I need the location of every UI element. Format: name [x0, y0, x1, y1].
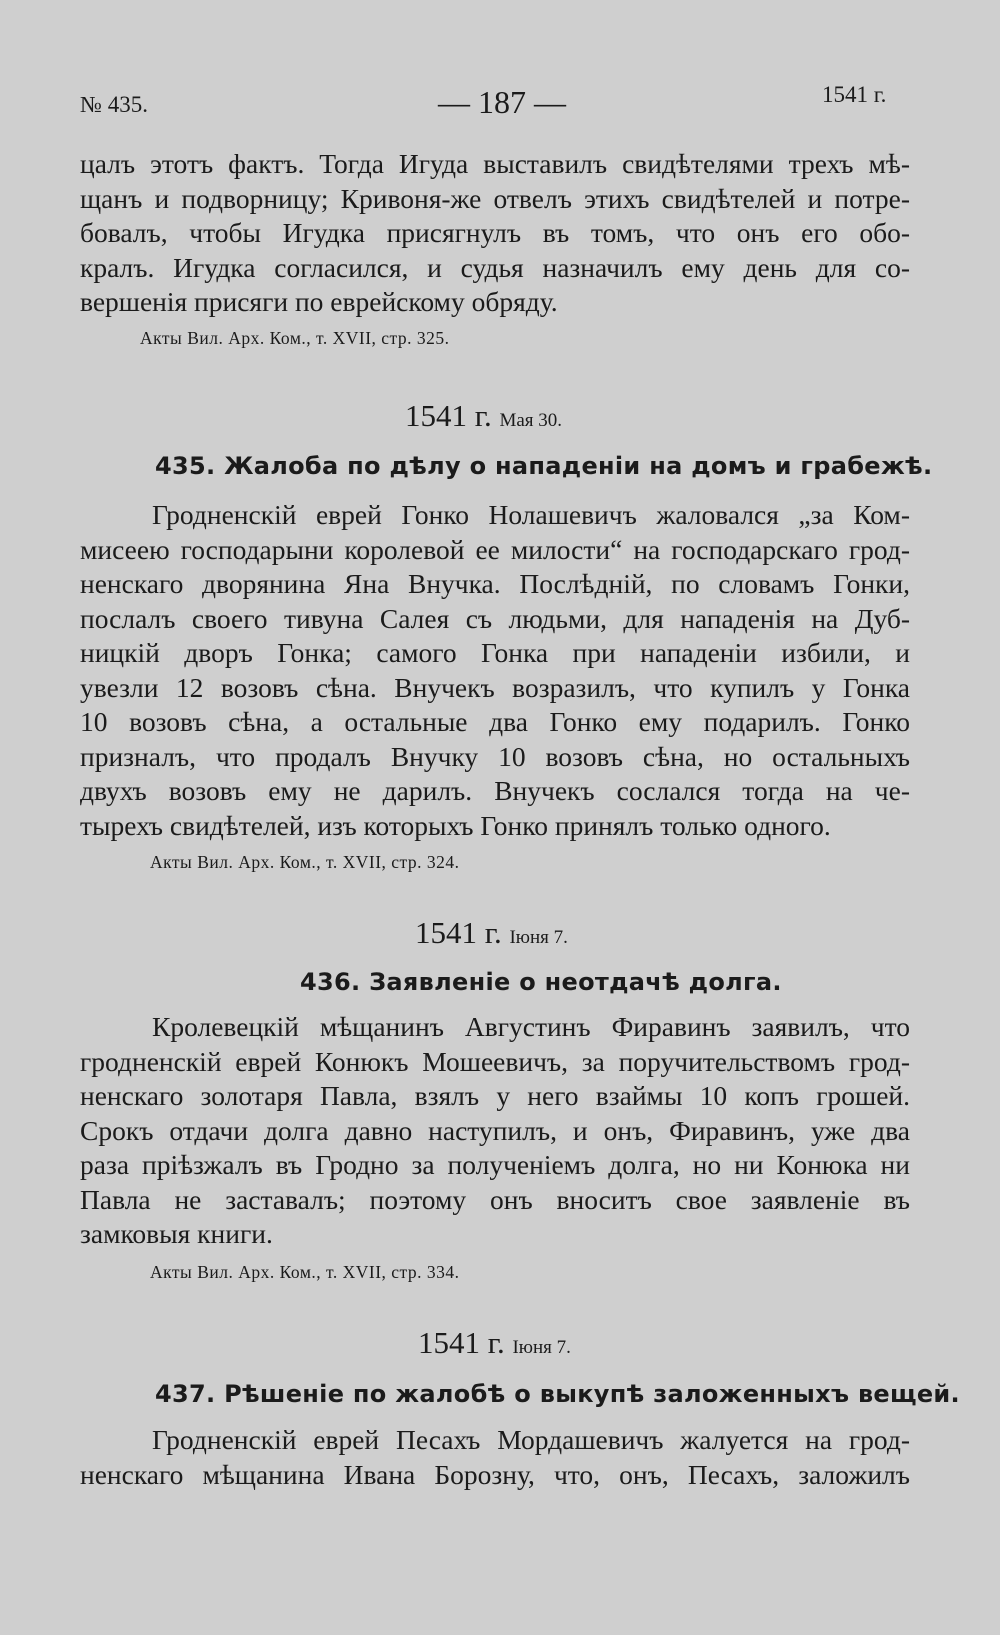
text-line: замковыя книги. [80, 1218, 273, 1249]
text-line: двухъ возовъ ему не дарилъ. Внучекъ сослался тогда на че- [80, 775, 910, 806]
text-line: Срокъ отдачи долга давно наступилъ, и онъ, Фиравинъ, уже два [80, 1114, 910, 1146]
source-citation: Акты Вил. Арх. Ком., т. XVII, стр. 334. [150, 1262, 460, 1282]
source-citation: Акты Вил. Арх. Ком., т. XVII, стр. 324. [150, 852, 460, 872]
header-page-number: — 187 — [438, 84, 566, 120]
text-line: мисеею господарыни королевой ее милости“ на господарскаго грод- [80, 533, 910, 565]
text-line: Кролевецкій мѣщанинъ Августинъ Фиравинъ заявилъ, что [152, 1011, 910, 1042]
text-line: Гродненскій еврей Гонко Нолашевичъ жаловался „за Ком- [152, 499, 910, 530]
text-line: тырехъ свидѣтелей, изъ которыхъ Гонко принялъ только одного. [80, 809, 831, 841]
entry-year: 1541 г. [415, 915, 502, 950]
header-year: 1541 г. [822, 82, 887, 107]
text-line: гродненскій еврей Конюкъ Мошеевичъ, за поручительствомъ грод- [80, 1045, 910, 1077]
entry-year: 1541 г. [418, 1325, 505, 1360]
text-line: щанъ и подворницу; Кривоня-же отвелъ этихъ свидѣтелей и потре- [80, 182, 910, 214]
entry-month: Іюня 7. [509, 927, 568, 948]
text-line: Гродненскій еврей Песахъ Мордашевичъ жалуется на грод- [152, 1424, 910, 1455]
entry-date [405, 398, 562, 434]
continuation-paragraph [80, 147, 910, 320]
source-citation: Акты Вил. Арх. Ком., т. XVII, стр. 325. [140, 328, 450, 348]
text-line: раза пріѣзжалъ въ Гродно за полученіемъ долга, но ни Конюка ни [80, 1149, 910, 1180]
text-line: призналъ, что продалъ Внучку 10 возовъ сѣна, но остальныхъ [80, 740, 910, 772]
entry-month: Іюня 7. [512, 1337, 571, 1358]
header-document-number: № 435. [80, 92, 148, 117]
text-line: ненскаго золотаря Павла, взялъ у него взаймы 10 копъ грошей. [80, 1080, 910, 1111]
entry-paragraph [80, 498, 910, 843]
text-line: 10 возовъ сѣна, а остальные два Гонко ему подарилъ. Гонко [80, 706, 910, 737]
entry-month: Мая 30. [499, 410, 563, 431]
entry-paragraph [80, 1010, 910, 1252]
entry-date [415, 915, 568, 951]
text-line: Павла не заставалъ; поэтому онъ вноситъ свое заявленіе въ [80, 1183, 910, 1215]
text-line: послалъ своего тивуна Салея съ людьми, для нападенія на Дуб- [80, 602, 910, 634]
entry-paragraph [80, 1423, 910, 1492]
entry-title: 437. Рѣшеніе по жалобѣ о выкупѣ заложенныхъ вещей. [155, 1380, 960, 1408]
text-line: ненскаго дворянина Яна Внучка. Послѣдній, по словамъ Гонки, [80, 568, 910, 599]
entry-title: 435. Жалоба по дѣлу о нападеніи на домъ и грабежѣ. [155, 452, 933, 480]
entry-date [418, 1325, 571, 1361]
entry-title: 436. Заявленіе о неотдачѣ долга. [300, 968, 782, 996]
text-line: кралъ. Игудка согласился, и судья назначилъ ему день для со- [80, 251, 910, 283]
text-line: бовалъ, чтобы Игудка присягнулъ въ томъ, что онъ его обо- [80, 217, 910, 248]
text-line: увезли 12 возовъ сѣна. Внучекъ возразилъ, что купилъ у Гонка [80, 671, 910, 703]
entry-year: 1541 г. [405, 398, 492, 433]
text-line: ницкій дворъ Гонка; самого Гонка при нападеніи избили, и [80, 637, 910, 668]
text-line: вершенія присяги по еврейскому обряду. [80, 286, 558, 317]
text-line: ненскаго мѣщанина Ивана Борозну, что, онъ, Песахъ, заложилъ [80, 1458, 910, 1490]
text-line: цалъ этотъ фактъ. Тогда Игуда выставилъ свидѣтелями трехъ мѣ- [80, 148, 910, 179]
